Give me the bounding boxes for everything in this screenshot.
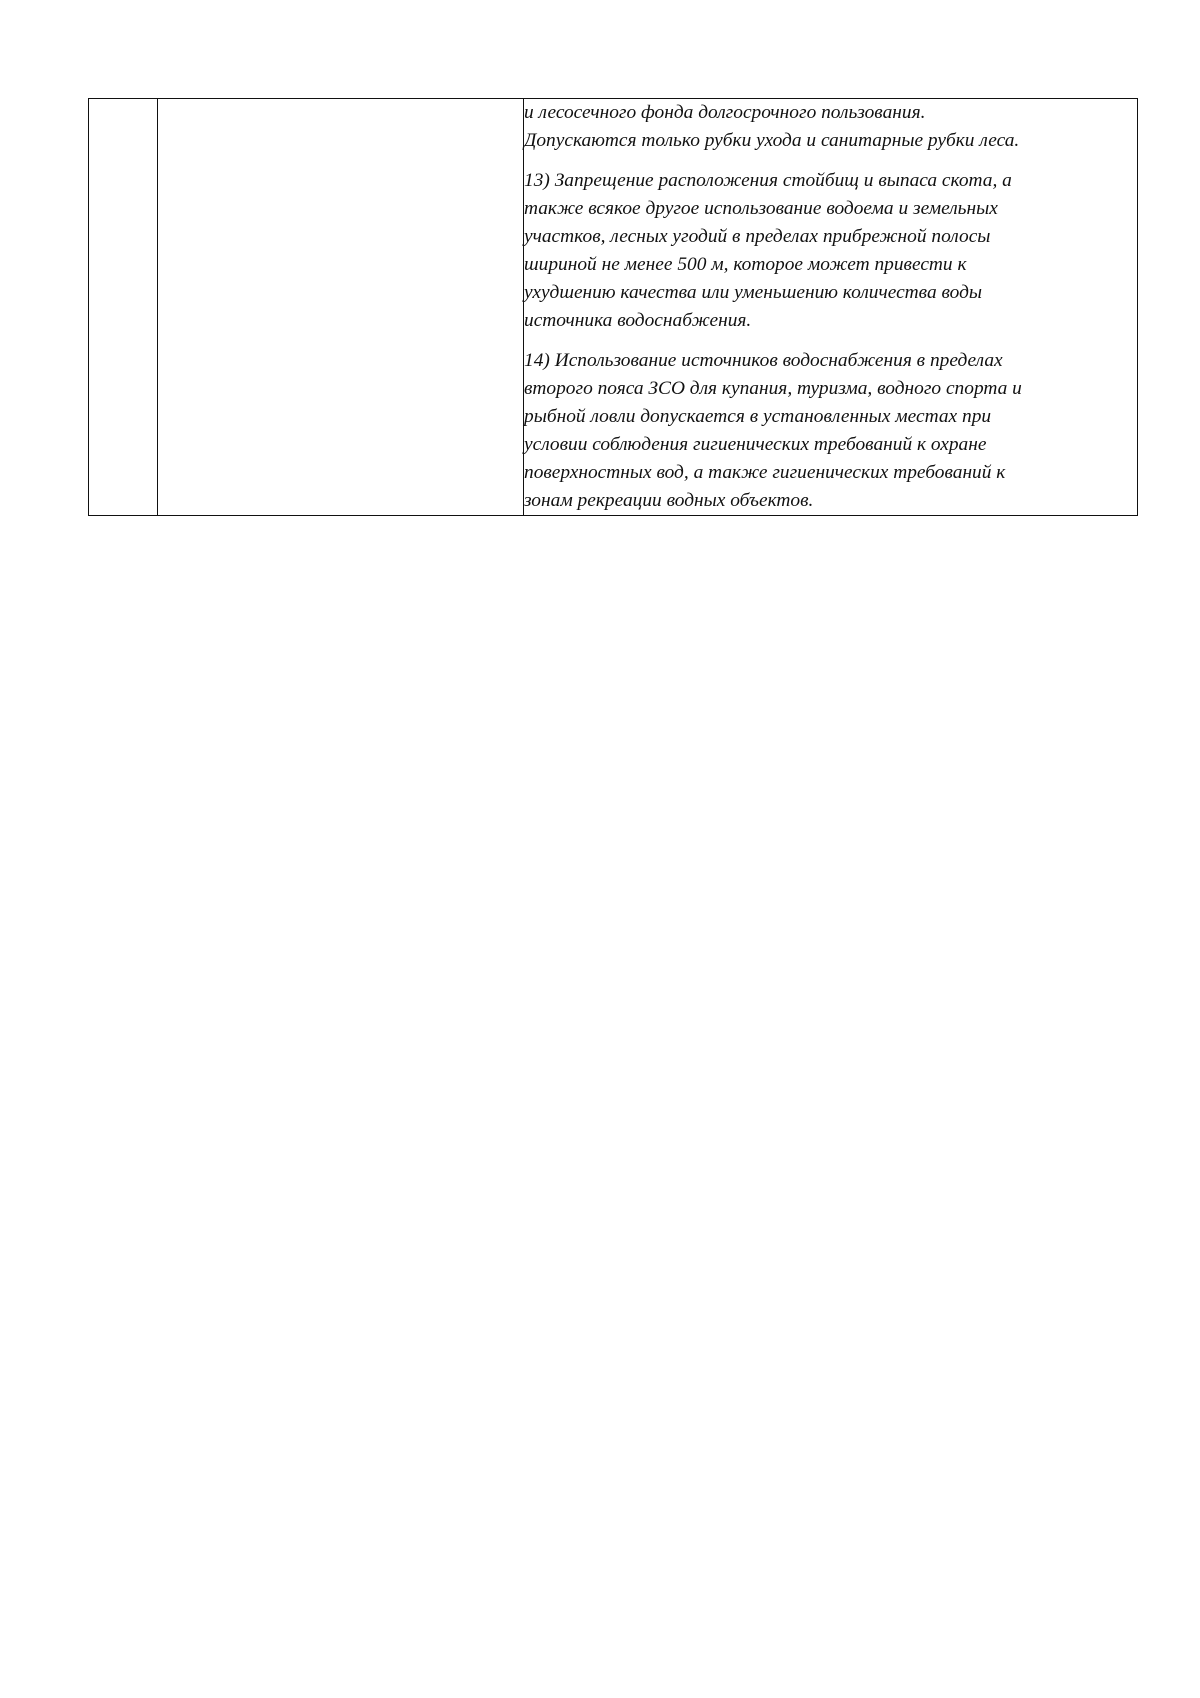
text-line: условии соблюдения гигиенических требований к охране bbox=[524, 434, 987, 455]
text-line: также всякое другое использование водоема и земельных bbox=[524, 198, 998, 219]
text-line: ухудшению качества или уменьшению количества воды bbox=[524, 282, 983, 303]
restriction-paragraph bbox=[524, 99, 1137, 155]
table-cell-zone bbox=[158, 99, 524, 516]
text-line: зонам рекреации водных объектов. bbox=[524, 490, 814, 511]
table-cell-number bbox=[89, 99, 158, 516]
restriction-paragraph-14 bbox=[524, 347, 1137, 515]
text-line: поверхностных вод, а также гигиенических требований к bbox=[524, 462, 1006, 483]
text-line: 13) Запрещение расположения стойбищ и выпаса скота, а bbox=[524, 170, 1012, 191]
text-line: источника водоснабжения. bbox=[524, 310, 752, 331]
table-cell-restrictions bbox=[524, 99, 1138, 516]
restriction-paragraph-13 bbox=[524, 167, 1137, 335]
text-line: второго пояса ЗСО для купания, туризма, водного спорта и bbox=[524, 378, 1022, 399]
text-line: и лесосечного фонда долгосрочного пользования. bbox=[524, 102, 926, 123]
text-line: участков, лесных угодий в пределах прибрежной полосы bbox=[524, 226, 991, 247]
text-line: 14) Использование источников водоснабжения в пределах bbox=[524, 350, 1003, 371]
text-line: рыбной ловли допускается в установленных местах при bbox=[524, 406, 992, 427]
text-line: шириной не менее 500 м, которое может привести к bbox=[524, 254, 967, 275]
table-row bbox=[89, 99, 1138, 516]
regulations-table bbox=[88, 98, 1138, 516]
text-line: Допускаются только рубки ухода и санитарные рубки леса. bbox=[524, 130, 1020, 151]
